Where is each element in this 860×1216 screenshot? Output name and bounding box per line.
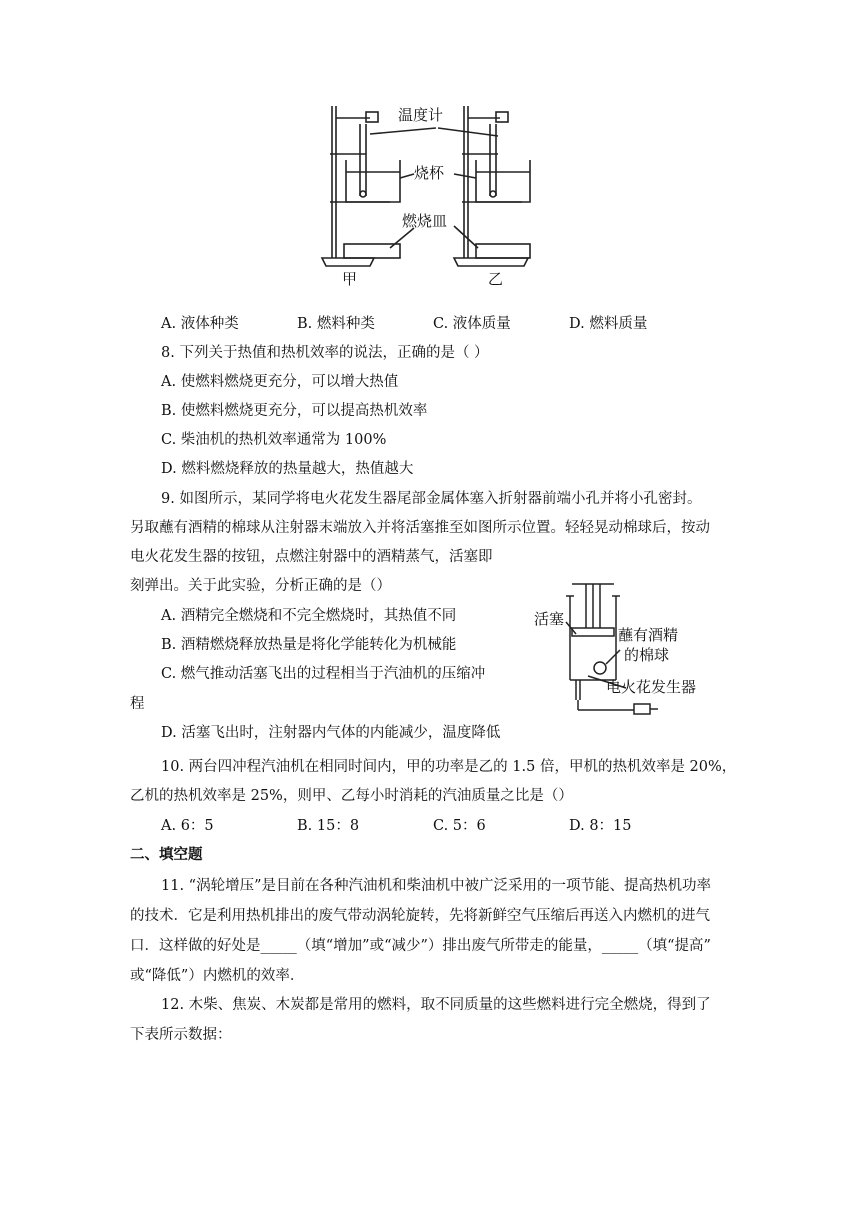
q11-line-1: 11. “涡轮增压”是目前在各种汽油机和柴油机中被广泛采用的一项节能、提高热机功率 bbox=[161, 878, 711, 894]
q9-option-a: A. 酒精完全燃烧和不完全燃烧时，其热值不同 bbox=[161, 608, 457, 624]
label-thermometer: 温度计 bbox=[398, 106, 444, 124]
q10-stem-line-2: 乙机的热机效率是 25%，则甲、乙每小时消耗的汽油质量之比是（） bbox=[130, 788, 573, 804]
q10-option-b: B. 15：8 bbox=[297, 818, 360, 834]
q11-line-2: 的技术．它是利用热机排出的废气带动涡轮旋转，先将新鲜空气压缩后再送入内燃机的进气 bbox=[130, 908, 710, 924]
figure-syringe bbox=[530, 578, 720, 718]
q7-option-d: D. 燃料质量 bbox=[569, 316, 648, 332]
q8-option-b: B. 使燃料燃烧更充分，可以提高热机效率 bbox=[161, 403, 428, 419]
label-left-setup: 甲 bbox=[342, 270, 358, 288]
q9-option-c-cont: 程 bbox=[130, 696, 145, 712]
q7-option-c: C. 液体质量 bbox=[433, 316, 511, 332]
q9-stem-line-3: 电火花发生器的按钮，点燃注射器中的酒精蒸气，活塞即 bbox=[130, 549, 493, 565]
q9-option-d: D. 活塞飞出时，注射器内气体的内能减少，温度降低 bbox=[161, 725, 501, 741]
q11-line-3: 口．这样做的好处是_____（填“增加”或“减少”）排出废气所带走的能量，_____（填“提高” bbox=[130, 938, 711, 954]
q9-stem-line-1: 9. 如图所示，某同学将电火花发生器尾部金属体塞入折射器前端小孔并将小孔密封。 bbox=[161, 491, 702, 507]
q7-option-b: B. 燃料种类 bbox=[297, 316, 375, 332]
section-title-fill-in: 二、填空题 bbox=[130, 847, 203, 863]
q9-stem-line-4: 刻弹出。关于此实验，分析正确的是（） bbox=[130, 578, 391, 594]
figure-heating-apparatus bbox=[318, 98, 540, 288]
label-dish: 燃烧皿 bbox=[402, 212, 448, 230]
label-beaker: 烧杯 bbox=[414, 164, 445, 182]
label-cotton-line-1: 蘸有酒精 bbox=[618, 626, 679, 644]
label-right-setup: 乙 bbox=[488, 270, 504, 288]
q12-line-2: 下表所示数据： bbox=[130, 1027, 232, 1043]
q12-line-1: 12. 木柴、焦炭、木炭都是常用的燃料，取不同质量的这些燃料进行完全燃烧，得到了 bbox=[161, 997, 711, 1013]
q9-option-c: C. 燃气推动活塞飞出的过程相当于汽油机的压缩冲 bbox=[161, 666, 486, 682]
q8-option-a: A. 使燃料燃烧更充分，可以增大热值 bbox=[161, 374, 399, 390]
q8-option-d: D. 燃料燃烧释放的热量越大，热值越大 bbox=[161, 461, 414, 477]
q11-line-4: 或“降低”）内燃机的效率． bbox=[130, 968, 305, 984]
q7-option-a: A. 液体种类 bbox=[161, 316, 239, 332]
q10-option-d: D. 8：15 bbox=[569, 818, 632, 834]
q8-option-c: C. 柴油机的热机效率通常为 100% bbox=[161, 432, 387, 448]
q9-option-b: B. 酒精燃烧释放热量是将化学能转化为机械能 bbox=[161, 637, 457, 653]
q10-option-a: A. 6：5 bbox=[161, 818, 214, 834]
q9-stem-line-2: 另取蘸有酒精的棉球从注射器末端放入并将活塞推至如图所示位置。轻轻晃动棉球后，按动 bbox=[130, 520, 710, 536]
q10-option-c: C. 5：6 bbox=[433, 818, 486, 834]
q8-stem: 8. 下列关于热值和热机效率的说法，正确的是（ ） bbox=[161, 345, 489, 361]
label-piston: 活塞 bbox=[534, 610, 565, 628]
label-cotton-line-2: 的棉球 bbox=[624, 646, 670, 664]
q10-stem-line-1: 10. 两台四冲程汽油机在相同时间内，甲的功率是乙的 1.5 倍，甲机的热机效率是 20%， bbox=[161, 759, 737, 775]
label-spark-generator: 电火花发生器 bbox=[606, 678, 697, 696]
